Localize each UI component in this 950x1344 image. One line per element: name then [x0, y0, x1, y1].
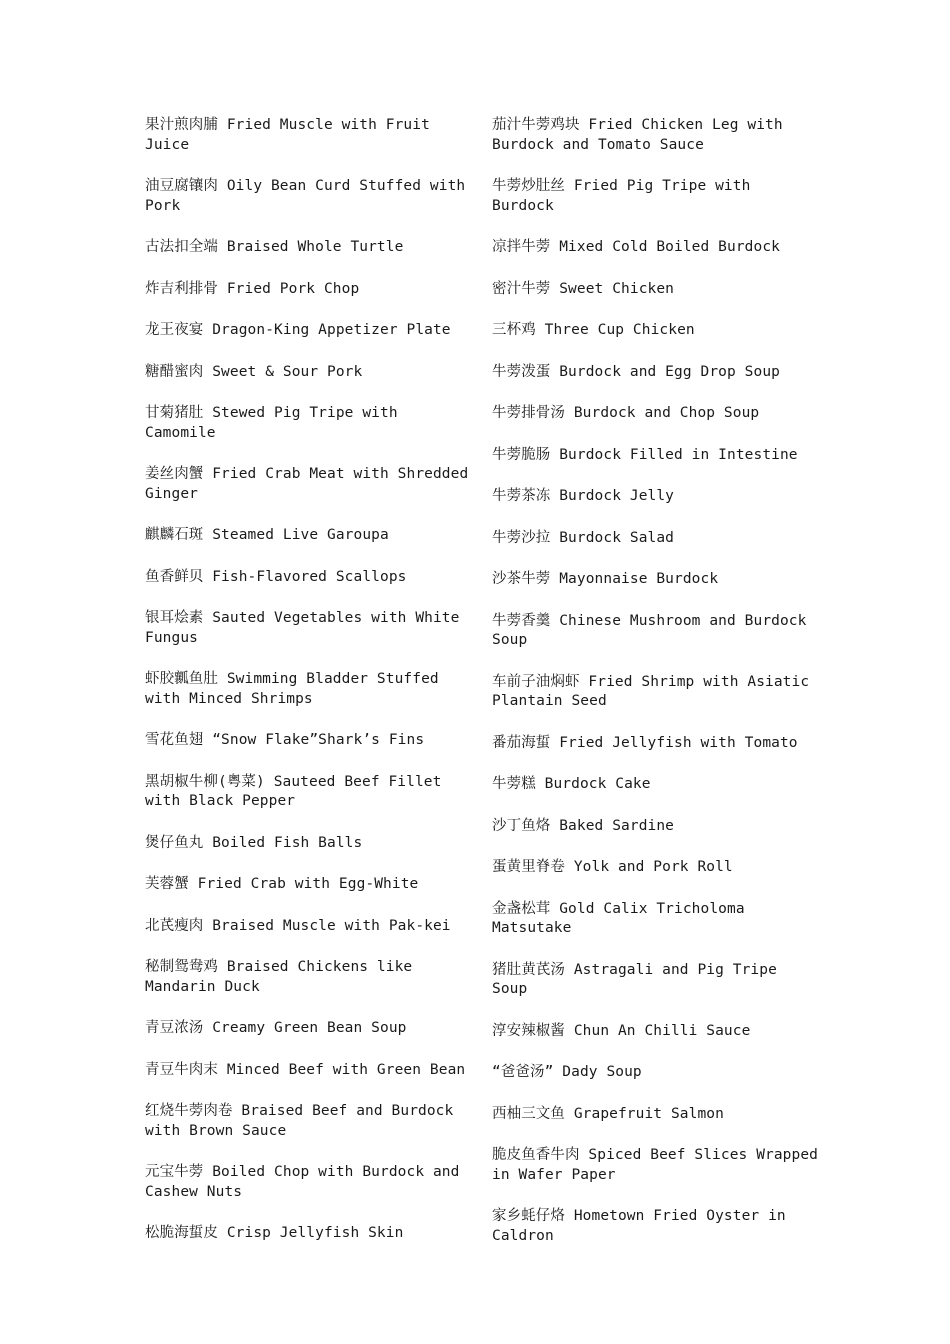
- menu-item: 金盏松茸 Gold Calix Tricholoma Matsutake: [492, 900, 745, 936]
- menu-item: 牛蒡沙拉 Burdock Salad: [492, 529, 675, 546]
- menu-item: 炸吉利排骨 Fried Pork Chop: [145, 280, 360, 297]
- menu-item: 西柚三文鱼 Grapefruit Salmon: [492, 1105, 724, 1122]
- menu-item: 牛蒡茶冻 Burdock Jelly: [492, 488, 675, 504]
- menu-item: 煲仔鱼丸 Boiled Fish Balls: [145, 834, 363, 851]
- menu-item: 糖醋蜜肉 Sweet & Sour Pork: [145, 363, 363, 380]
- menu-item: 青豆浓汤 Creamy Green Bean Soup: [145, 1020, 407, 1036]
- menu-item: 古法扣全端 Braised Whole Turtle: [145, 239, 404, 255]
- menu-item: 淳安辣椒酱 Chun An Chilli Sauce: [492, 1022, 751, 1039]
- menu-item: 松脆海蜇皮 Crisp Jellyfish Skin: [145, 1225, 404, 1241]
- menu-item: 虾胶瓤鱼肚 Swimming Bladder Stuffed with Minced Shrimps: [145, 671, 439, 707]
- menu-item: 元宝牛蒡 Boiled Chop with Burdock and Cashew Nuts: [145, 1164, 460, 1200]
- menu-item: 牛蒡排骨汤 Burdock and Chop Soup: [492, 405, 760, 421]
- menu-item: 果汁煎肉脯 Fried Muscle with Fruit Juice: [145, 117, 430, 153]
- menu-item: 蛋黄里脊卷 Yolk and Pork Roll: [492, 859, 733, 875]
- menu-item: 甘菊猪肚 Stewed Pig Tripe with Camomile: [145, 405, 398, 441]
- menu-item: 车前子油焖虾 Fried Shrimp with Asiatic Plantain Seed: [492, 673, 810, 709]
- menu-item: 脆皮鱼香牛肉 Spiced Beef Slices Wrapped in Wafer Paper: [492, 1147, 819, 1183]
- menu-item: 雪花鱼翅 “Snow Flake”Shark’s Fins: [145, 732, 425, 748]
- menu-item: 家乡蚝仔烙 Hometown Fried Oyster in Caldron: [492, 1208, 786, 1244]
- menu-item: 黑胡椒牛柳(粤菜) Sauteed Beef Fillet with Black Pepper: [145, 773, 442, 809]
- menu-item: 姜丝肉蟹 Fried Crab Meat with Shredded Ginger: [145, 466, 469, 502]
- menu-item: 牛蒡脆肠 Burdock Filled in Intestine: [492, 446, 798, 463]
- menu-item: 牛蒡香羹 Chinese Mushroom and Burdock Soup: [492, 612, 807, 648]
- menu-item: 麒麟石斑 Steamed Live Garoupa: [145, 527, 389, 543]
- menu-item: 龙王夜宴 Dragon-King Appetizer Plate: [145, 322, 451, 338]
- menu-item: 牛蒡炒肚丝 Fried Pig Tripe with Burdock: [492, 178, 751, 214]
- menu-item: 番茄海蜇 Fried Jellyfish with Tomato: [492, 734, 798, 751]
- menu-column-left: [145, 116, 471, 1266]
- menu-item: 芙蓉蟹 Fried Crab with Egg-White: [145, 876, 419, 892]
- menu-item: 三杯鸡 Three Cup Chicken: [492, 322, 695, 338]
- menu-item: 凉拌牛蒡 Mixed Cold Boiled Burdock: [492, 239, 780, 255]
- menu-item: 牛蒡泼蛋 Burdock and Egg Drop Soup: [492, 363, 780, 380]
- menu-item: 银耳烩素 Sauted Vegetables with White Fungus: [145, 610, 460, 646]
- menu-item: 牛蒡糕 Burdock Cake: [492, 776, 651, 792]
- menu-item: 红烧牛蒡肉卷 Braised Beef and Burdock with Brown Sauce: [145, 1103, 454, 1139]
- menu-item: 沙丁鱼烙 Baked Sardine: [492, 817, 675, 834]
- menu-item: 鱼香鲜贝 Fish-Flavored Scallops: [145, 568, 407, 585]
- menu-item: 秘制鸳鸯鸡 Braised Chickens like Mandarin Duck: [145, 959, 413, 995]
- menu-item: 油豆腐镶肉 Oily Bean Curd Stuffed with Pork: [145, 178, 466, 214]
- menu-item: 沙茶牛蒡 Mayonnaise Burdock: [492, 571, 719, 587]
- menu-item: 北芪瘦肉 Braised Muscle with Pak-kei: [145, 917, 451, 934]
- menu-item: 密汁牛蒡 Sweet Chicken: [492, 280, 675, 297]
- menu-item: “爸爸汤” Dady Soup: [492, 1064, 642, 1080]
- menu-item: 猪肚黄芪汤 Astragali and Pig Tripe Soup: [492, 961, 777, 997]
- menu-item: 青豆牛肉末 Minced Beef with Green Bean: [145, 1061, 466, 1078]
- menu-column-right: [492, 116, 818, 1268]
- menu-item: 茄汁牛蒡鸡块 Fried Chicken Leg with Burdock and Tomato Sauce: [492, 117, 783, 153]
